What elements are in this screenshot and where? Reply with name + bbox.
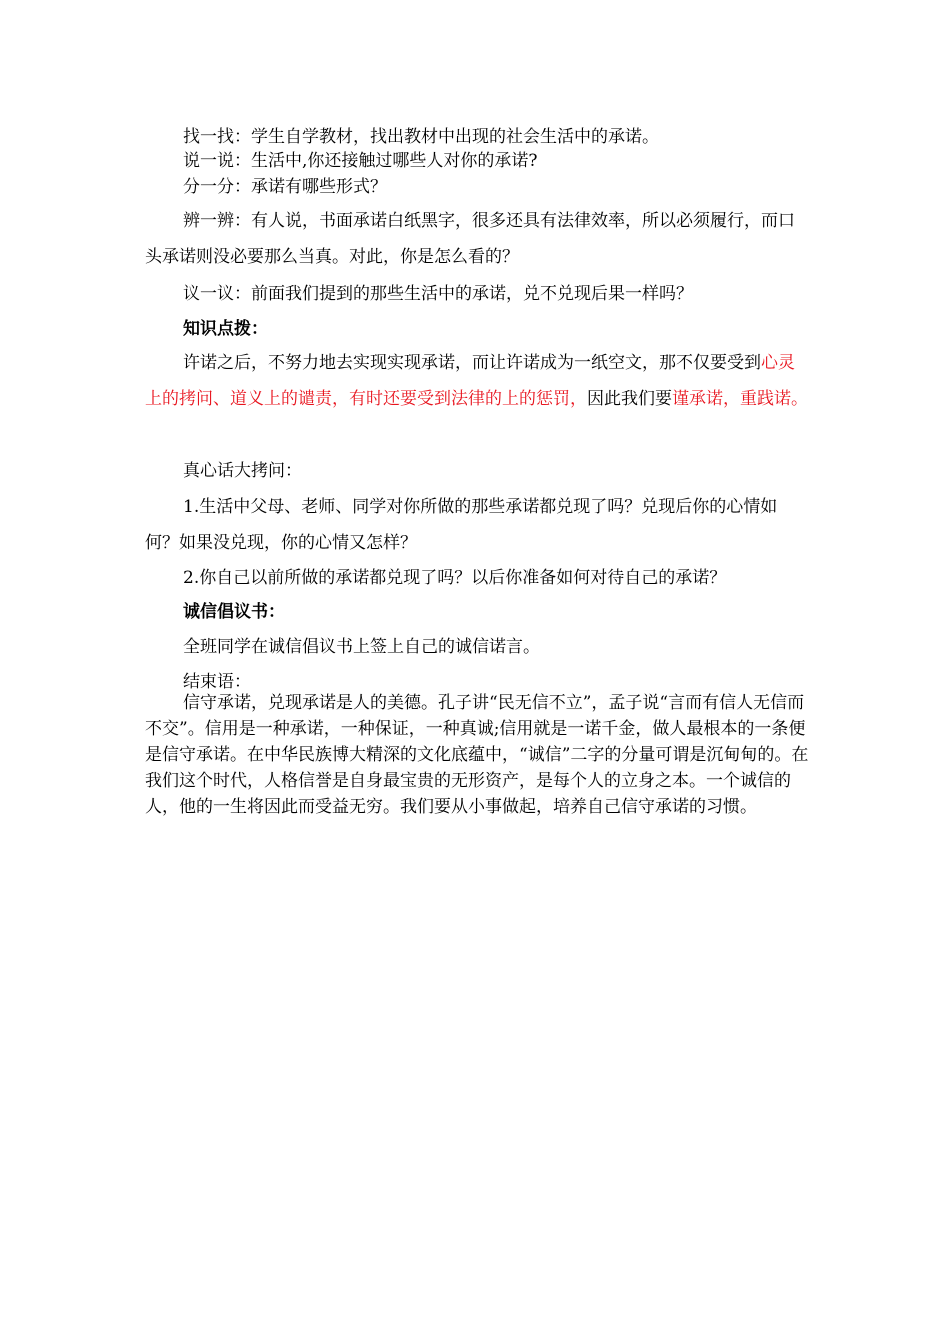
knowledge-heading: 知识点拨：: [183, 319, 268, 339]
activity-find: 找一找：学生自学教材，找出教材中出现的社会生活中的承诺。: [183, 127, 659, 147]
activity-classify: 分一分：承诺有哪些形式？: [183, 177, 387, 197]
heart-talk-question-1: 1.生活中父母、老师、同学对你所做的那些承诺都兑现了吗？兑现后你的心情如何？如果没兑现，你的心情又怎样？: [145, 497, 778, 553]
activity-discuss: 议一议：前面我们提到的那些生活中的承诺，兑不兑现后果一样吗？: [183, 284, 693, 304]
proposal-heading: 诚信倡议书：: [183, 602, 285, 622]
heart-talk-question-2: 2.你自己以前所做的承诺都兑现了吗？以后你准备如何对待自己的承诺？: [183, 568, 727, 588]
knowledge-highlight-motto: 谨承诺，重践诺。: [672, 389, 808, 409]
proposal-text: 全班同学在诚信倡议书上签上自己的诚信诺言。: [183, 637, 540, 657]
knowledge-text-mid: 因此我们要: [587, 389, 672, 409]
knowledge-highlight-consequences: 心灵上的拷问、道义上的谴责，有时还要受到法律的上的惩罚，: [145, 353, 795, 409]
closing-heading: 结束语：: [183, 672, 251, 692]
closing-paragraph: 信守承诺，兑现承诺是人的美德。孔子讲“民无信不立”，孟子说“言而有信人无信而不交”。信用是一种承诺，一种保证，一种真诚;信用就是一诺千金，做人最根本的一条便是信守承诺。在中华民族博大精深的文化底蕴中，“诚信”二字的分量可谓是沉甸甸的。在我们这个时代，人格信誉是自身最宝贵的无形资产，是每个人的立身之本。一个诚信的人，他的一生将因此而受益无穷。我们要从小事做起，培养自己信守承诺的习惯。: [145, 693, 809, 817]
knowledge-paragraph: [145, 345, 810, 417]
knowledge-text-start: 许诺之后，不努力地去实现实现承诺，而让许诺成为一纸空文，那不仅要受到: [183, 353, 761, 373]
activity-say: 说一说：生活中,你还接触过哪些人对你的承诺?: [183, 151, 538, 171]
heart-talk-heading: 真心话大拷问：: [183, 461, 302, 481]
activity-debate: 辨一辨：有人说，书面承诺白纸黑字，很多还具有法律效率，所以必须履行，而口头承诺则没必要那么当真。对此，你是怎么看的？: [145, 211, 795, 267]
